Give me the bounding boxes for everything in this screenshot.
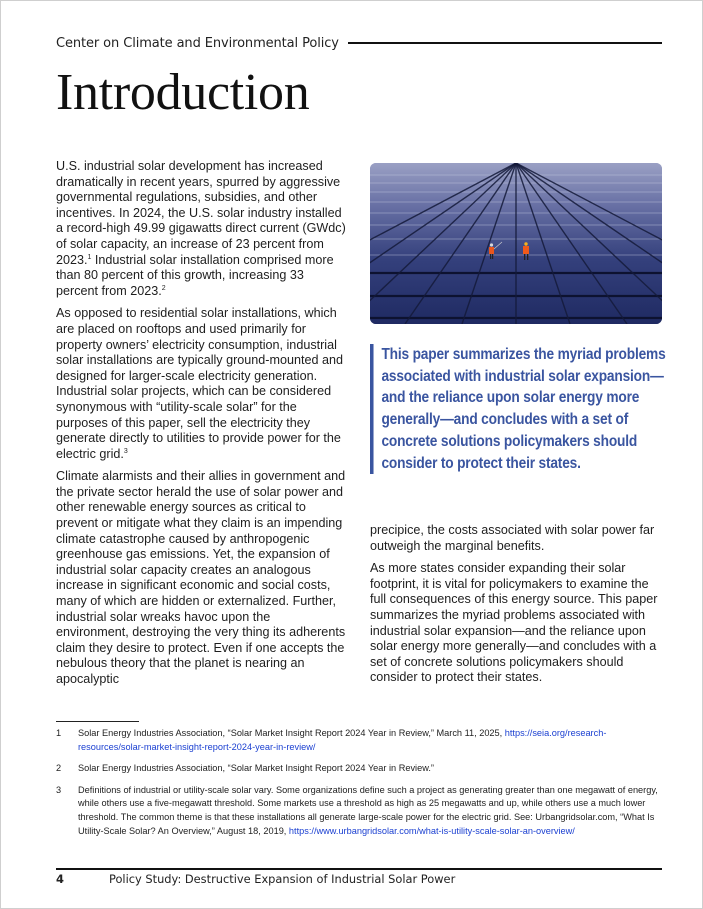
footnote-text: Solar Energy Industries Association, “Solar Market Insight Report 2024 Year in Review.”: [78, 763, 434, 774]
page-title: Introduction: [56, 64, 310, 121]
footnote-ref-1[interactable]: 1: [87, 253, 92, 261]
footnote-ref-3[interactable]: 3: [123, 447, 128, 455]
footnote-body: [78, 727, 662, 754]
header-rule: [348, 42, 662, 44]
section-label: Center on Climate and Environmental Policy: [56, 35, 339, 51]
document-page: [1, 1, 702, 908]
footnote-link[interactable]: https://www.urbangridsolar.com/what-is-utility-scale-solar-an-overview/: [288, 825, 575, 836]
footnote-number: 3: [56, 784, 62, 795]
publication-title: Policy Study: Destructive Expansion of Industrial Solar Power: [109, 872, 456, 886]
footnote-separator: [56, 721, 139, 722]
paragraph-4: As more states consider expanding their solar footprint, it is vital for policymakers to examine the full consequences of this energy source. This paper summarizes the myriad problems associated with industrial solar expansion—and the reliance upon solar energy more generally—and concludes with a set of concrete solutions policymakers should consider to protect their states.: [370, 561, 658, 685]
footnote-3: [56, 784, 662, 838]
right-column: [370, 523, 666, 693]
footnote-text: Solar Energy Industries Association, “Solar Market Insight Report 2024 Year in Review,” March 11, 2025,: [78, 728, 505, 738]
paragraph-3: Climate alarmists and their allies in government and the private sector herald the use of solar power and other renewable energy sources as critical to prevent or mitigate what they claim is an impending climate catastrophe caused by anthropogenic greenhouse gas emissions. Yet, the expansion of industrial solar capacity creates an analogous increase in significant economic and social costs, many of which are hidden or externalized. Further, industrial solar wreaks havoc upon the environment, destroying the very thing its adherents claim they desire to protect. Even if one accepts the nebulous theory that the planet is nearing an apocalyptic: [56, 469, 346, 686]
running-header: [56, 33, 662, 53]
footnote-2: [56, 762, 662, 776]
left-column: [56, 159, 346, 695]
paragraph-text: Industrial solar installation comprised more than 80 percent of this growth, increasing 33 percent from 2023.: [56, 252, 334, 298]
solar-farm-photo: [370, 163, 662, 324]
footnote-text: Definitions of industrial or utility-scale solar vary. Some organizations define such a project as generating greater than one megawatt of energy, while others use a five-megawatt threshold. Some markets use a threshold as high as 25 megawatts and up, while others use a much lower threshold. The common theme is that these installations all generate large-scale power for the electric grid. See: Urbangridsolar.com, “What Is Utility-Scale Solar? An Overview,” August 18, 2019,: [78, 784, 658, 836]
footnotes: [56, 727, 662, 846]
paragraph-text: As opposed to residential solar installations, which are placed on rooftops and used primarily for property owners’ electricity consumption, industrial solar installations are typically ground-mounted and designed for larger-scale electricity generation. Industrial solar projects, which can be considered synonymous with “utility-scale solar” for the purposes of this paper, sell the electricity they generate directly to utilities to provide power for the electric grid.: [56, 306, 344, 461]
footer-rule: [56, 868, 662, 870]
footnote-number: 2: [56, 763, 62, 774]
footnote-body: [78, 784, 662, 838]
page-footer: [56, 872, 662, 886]
page-number: 4: [56, 872, 64, 886]
solar-panels-illustration: [370, 163, 662, 324]
pull-quote: This paper summarizes the myriad problems associated with industrial solar expansion—and the reliance upon solar energy more generally—and concludes with a set of concrete solutions policymakers should consider to protect their states.: [370, 344, 667, 474]
footnote-ref-2[interactable]: 2: [161, 284, 166, 292]
paragraph-continued: precipice, the costs associated with solar power far outweigh the marginal benefits.: [370, 523, 655, 553]
paragraph-2: [56, 306, 346, 462]
paragraph-text: U.S. industrial solar development has increased dramatically in recent years, spurred by aggressive governmental regulations, subsidies, and other incentives. In 2024, the U.S. solar industry installed a record-high 49.99 gigawatts direct current (GWdc) of solar capacity, an increase of 23 percent from 2023.: [56, 159, 346, 267]
footnote-link[interactable]: https://seia.org/research-resources/solar-market-insight-report-2024-year-in-review/: [78, 728, 607, 752]
paragraph-1: [56, 159, 346, 299]
footnote-number: 1: [56, 728, 62, 738]
footnote-1: [56, 727, 662, 754]
